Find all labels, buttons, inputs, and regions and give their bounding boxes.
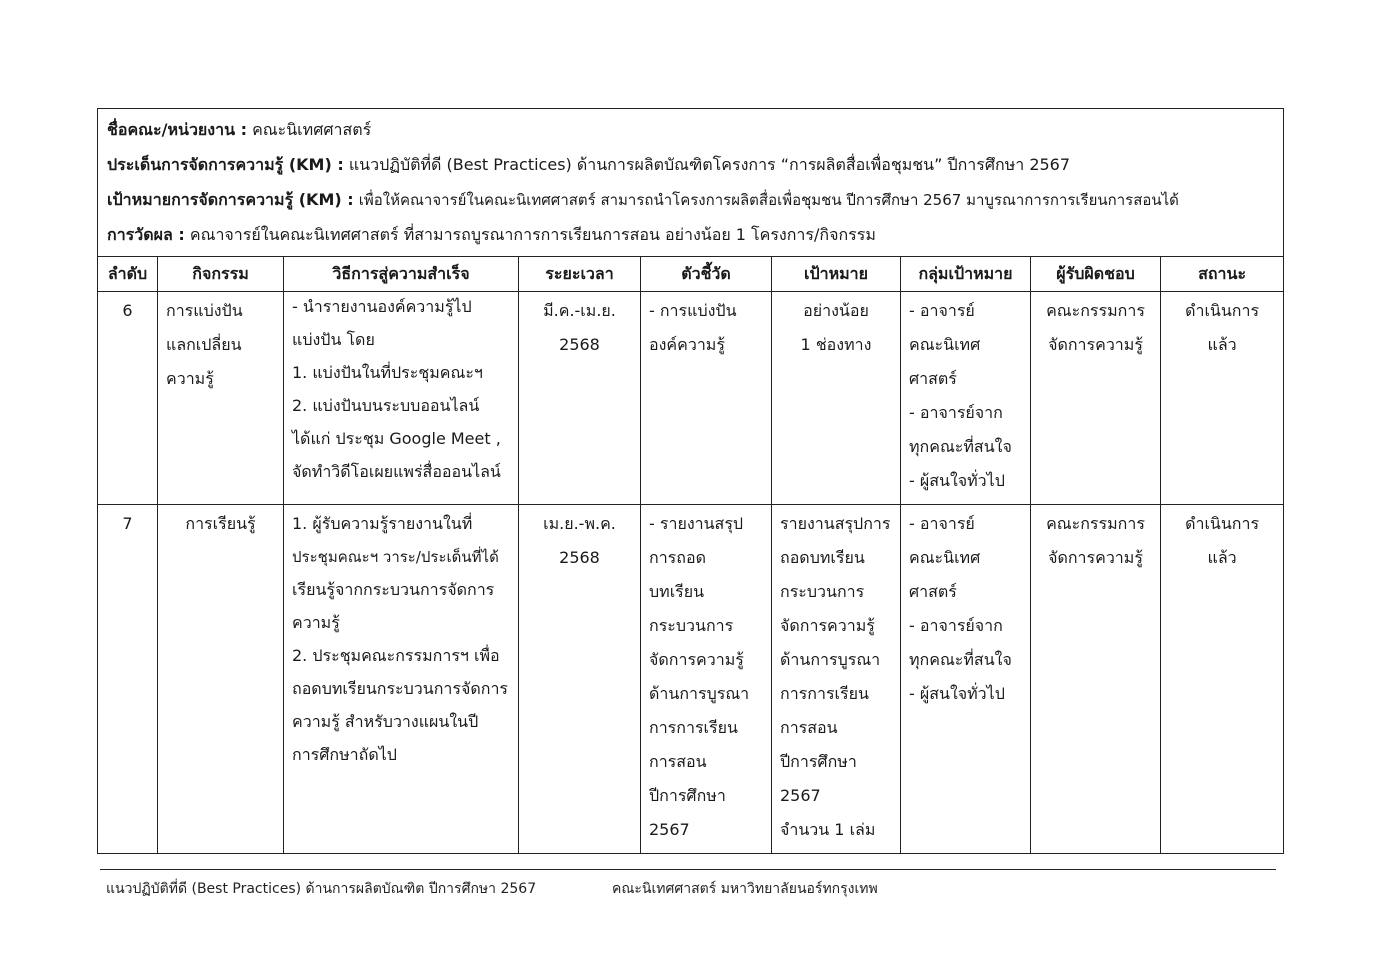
col-header-indicator: ตัวชี้วัด [641,257,772,292]
text-line: รายงานสรุปการ [780,514,891,533]
cell-method [284,292,519,505]
text-line: การถอด [649,548,706,567]
text-line: การศึกษาถัดไป [292,745,397,764]
cell-responsible [1031,505,1161,854]
text-line: ศาสตร์ [909,369,957,388]
text-line: จัดการความรู้ [1048,335,1143,354]
text-line: กระบวนการ [780,582,865,601]
text-line: คณะนิเทศ [909,335,981,354]
text-line: ปีการศึกษา [649,786,726,805]
text-line: การเรียนรู้ [185,514,256,533]
text-line: จัดการความรู้ [649,650,744,669]
cell-activity [158,292,284,505]
col-header-responsible: ผู้รับผิดชอบ [1031,257,1161,292]
text-line: - อาจารย์ [909,514,975,533]
cell-no [98,505,158,854]
text-line: การแบ่งปัน [166,301,243,320]
text-line: ดำเนินการ [1185,301,1260,320]
text-line: 2567 [649,820,690,839]
text-line: 2. แบ่งปันบนระบบออนไลน์ [292,396,480,415]
text-line: แล้ว [1207,548,1237,567]
text-line: - อาจารย์ [909,301,975,320]
row-number: 6 [122,301,133,320]
cell-no [98,292,158,505]
col-header-method: วิธีการสู่ความสำเร็จ [284,257,519,292]
info-block [98,109,1284,257]
text-line: 1. ผู้รับความรู้รายงานในที่ [292,514,473,533]
text-line: 2567 [780,786,821,805]
text-line: ทุกคณะที่สนใจ [909,437,1012,456]
measure-label: การวัดผล : [107,225,185,244]
cell-target-group [901,505,1031,854]
text-line: - อาจารย์จาก [909,403,1003,422]
text-line: มี.ค.-เม.ย. [543,301,616,320]
faculty-value: คณะนิเทศศาสตร์ [252,120,372,139]
text-line: - ผู้สนใจทั่วไป [909,684,1005,703]
text-line: - รายงานสรุป [649,514,744,533]
text-line: จัดทำวิดีโอเผยแพร่สื่อออนไลน์ [292,462,501,481]
footer-divider [100,869,1276,870]
text-line: ความรู้ สำหรับวางแผนในปี [292,712,479,731]
text-line: ความรู้ [166,369,214,388]
cell-indicator [641,292,772,505]
cell-period [519,292,641,505]
text-line: ปีการศึกษา [780,752,857,771]
text-line: อย่างน้อย [803,301,869,320]
cell-indicator [641,505,772,854]
text-line: กระบวนการ [649,616,734,635]
text-line: จัดการความรู้ [780,616,875,635]
col-header-status: สถานะ [1161,257,1284,292]
col-header-no: ลำดับ [98,257,158,292]
text-line: ด้านการบูรณา [780,650,881,669]
cell-target-group [901,292,1031,505]
text-line: เม.ย.-พ.ค. [543,514,616,533]
text-line: เรียนรู้จากกระบวนการจัดการ [292,580,495,599]
text-line: จัดการความรู้ [1048,548,1143,567]
text-line: ประชุมคณะฯ วาระ/ประเด็นที่ได้ [292,548,499,566]
text-line: จำนวน 1 เล่ม [780,820,876,839]
col-header-activity: กิจกรรม [158,257,284,292]
text-line: คณะกรรมการ [1046,301,1145,320]
cell-status [1161,505,1284,854]
text-line: บทเรียน [649,582,705,601]
text-line: การการเรียน [649,718,738,737]
km-plan-table [97,108,1284,854]
text-line: ถอดบทเรียน [780,548,865,567]
issue-line [107,147,1274,182]
footer-left-text: แนวปฏิบัติที่ดี (Best Practices) ด้านการผลิตบัณฑิต ปีการศึกษา 2567 [106,881,537,897]
cell-method [284,505,519,854]
text-line: แล้ว [1207,335,1237,354]
column-header-row [98,257,1284,292]
cell-target [772,292,901,505]
cell-responsible [1031,292,1161,505]
cell-target [772,505,901,854]
goal-value: เพื่อให้คณาจารย์ในคณะนิเทศศาสตร์ สามารถนำโครงการผลิตสื่อเพื่อชุมชน ปีการศึกษา 2567 มาบูรณาการการเรียนการสอนได้ [358,191,1179,209]
text-line: ด้านการบูรณา [649,684,750,703]
text-line: องค์ความรู้ [649,335,725,354]
col-header-target-group: กลุ่มเป้าหมาย [901,257,1031,292]
faculty-label: ชื่อคณะ/หน่วยงาน : [107,120,247,139]
cell-activity [158,505,284,854]
text-line: - นำรายงานองค์ความรู้ไป [292,297,472,316]
text-line: - การแบ่งปัน [649,301,737,320]
text-line: 1 ช่องทาง [800,335,872,354]
measure-line [107,217,1274,252]
cell-status [1161,292,1284,505]
text-line: ดำเนินการ [1185,514,1260,533]
table-row [98,505,1284,854]
info-row [98,109,1284,257]
table-row [98,292,1284,505]
issue-value: แนวปฏิบัติที่ดี (Best Practices) ด้านการผลิตบัณฑิตโครงการ “การผลิตสื่อเพื่อชุมชน” ปีการศึกษา 2567 [348,155,1071,174]
text-line: แบ่งปัน โดย [292,330,375,349]
text-line: การการเรียน [780,684,869,703]
text-line: คณะกรรมการ [1046,514,1145,533]
col-header-target: เป้าหมาย [772,257,901,292]
text-line: การสอน [780,718,838,737]
text-line: 2568 [559,335,600,354]
text-line: การสอน [649,752,707,771]
text-line: ถอดบทเรียนกระบวนการจัดการ [292,679,509,698]
text-line: ศาสตร์ [909,582,957,601]
goal-label: เป้าหมายการจัดการความรู้ (KM) : [107,190,354,209]
text-line: ได้แก่ ประชุม Google Meet , [292,429,501,448]
text-line: ทุกคณะที่สนใจ [909,650,1012,669]
faculty-line [107,112,1274,147]
footer-right-text: คณะนิเทศศาสตร์ มหาวิทยาลัยนอร์ทกรุงเทพ [612,881,878,897]
text-line: คณะนิเทศ [909,548,981,567]
col-header-period: ระยะเวลา [519,257,641,292]
text-line: แลกเปลี่ยน [166,335,242,354]
goal-line [107,182,1274,217]
measure-value: คณาจารย์ในคณะนิเทศศาสตร์ ที่สามารถบูรณาการการเรียนการสอน อย่างน้อย 1 โครงการ/กิจกรรม [189,225,876,244]
issue-label: ประเด็นการจัดการความรู้ (KM) : [107,155,344,174]
text-line: - อาจารย์จาก [909,616,1003,635]
text-line: 2. ประชุมคณะกรรมการฯ เพื่อ [292,646,500,665]
text-line: - ผู้สนใจทั่วไป [909,471,1005,490]
row-number: 7 [122,514,133,533]
text-line: ความรู้ [292,613,340,632]
text-line: 2568 [559,548,600,567]
text-line: 1. แบ่งปันในที่ประชุมคณะฯ [292,363,483,382]
cell-period [519,505,641,854]
